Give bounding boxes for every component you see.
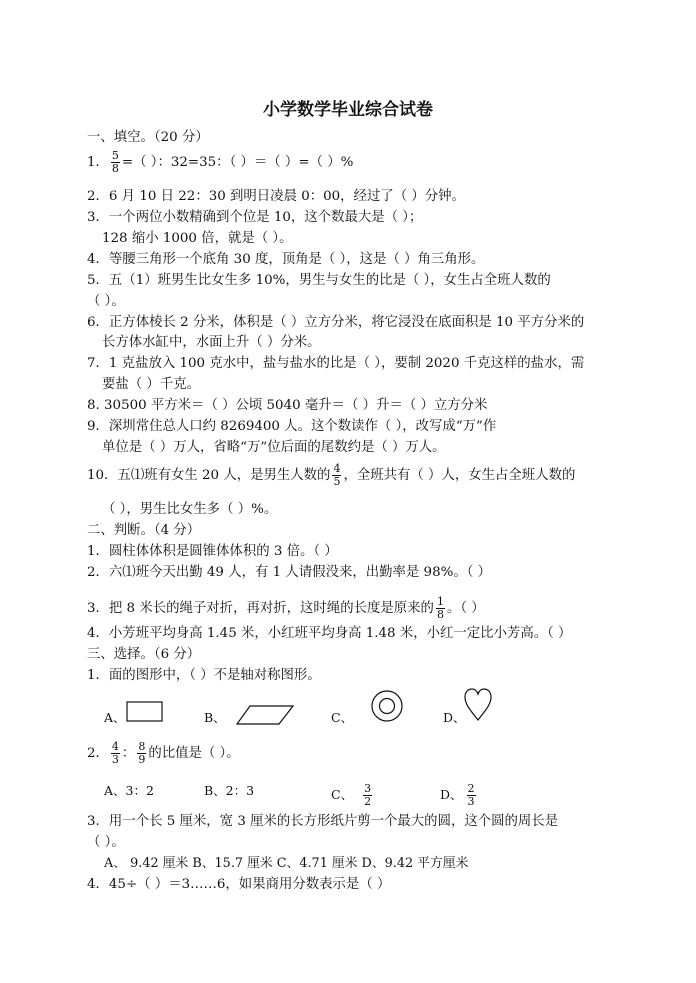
fraction-denominator: 5 [333,475,341,488]
section-heading-choice: 三、选择。（6 分） [87,647,201,662]
question-number: 1． [87,155,109,170]
fraction [111,150,120,175]
heart-icon [464,688,492,722]
option-label: C、 [331,787,354,802]
question-1-2: 2．6 月 10 日 22：30 到明日凌晨 0：00，经过了（ ）分钟。 [87,189,465,204]
question-number: 2． [87,746,109,761]
question-1-8: 8. 30500 平方米＝（ ）公顷 5040 毫升＝（ ）升＝（ ）立方分米 [87,398,488,413]
question-3-2 [87,741,240,766]
fraction-denominator: 3 [467,795,475,808]
question-3-3-options: A、 9.42 厘米 B、15.7 厘米 C、4.71 厘米 D、9.42 平方厘米 [104,856,469,871]
fraction [137,741,146,766]
question-text: =（ ）：32=35：（ ）＝（ ）=（ ）% [121,155,354,170]
fraction-denominator: 8 [436,608,444,621]
fraction-numerator: 5 [111,149,119,162]
question-text: 。（ ） [446,601,485,616]
section-heading-fill-blank: 一、填空。（20 分） [87,130,209,145]
question-1-5b: （ ）。 [87,294,125,309]
parallelogram-icon [236,705,294,725]
ratio-separator: ： [121,746,136,761]
question-1-5a: 5．五（1）班男生比女生多 10%，男生与女生的比是（ ），女生占全班人数的 [87,273,551,288]
question-3-1: 1．面的图形中，（ ）不是轴对称图形。 [87,668,321,683]
question-3-3a: 3．用一个长 5 厘米，宽 3 厘米的长方形纸片剪一个最大的圆，这个圆的周长是 [87,814,559,829]
question-text: 10．五⑴班有女生 20 人，是男生人数的 [87,468,331,483]
question-text: 3．把 8 米长的绳子对折，再对折，这时绳的长度是原来的 [87,601,434,616]
fraction-denominator: 3 [111,753,119,766]
fraction-denominator: 8 [111,162,119,175]
question-1-10b: （ ），男生比女生多（ ）%。 [102,502,278,517]
concentric-circles-icon [370,689,404,723]
option-b-label: B、 [204,710,226,725]
fraction-numerator: 3 [364,782,372,795]
fraction-numerator: 1 [436,595,444,608]
fraction [111,741,120,766]
question-1-6a: 6．正方体棱长 2 分米，体积是（ ）立方分米，将它浸没在底面积是 10 平方分米的 [87,315,585,330]
option-b: B、2：3 [204,783,255,798]
question-1-9a: 9．深圳常住总人口约 8269400 人。这个数读作（ ），改写成“万”作 [87,419,497,434]
option-a-label: A、 [104,710,126,725]
question-2-2: 2．六⑴班今天出勤 49 人，有 1 人请假没来，出勤率是 98%。（ ） [87,565,492,580]
question-text: ，全班共有（ ）人，女生占全班人数的 [343,468,576,483]
question-3-4: 4．45÷（ ）＝3……6，如果商用分数表示是（ ） [87,877,391,892]
fraction [332,463,341,488]
option-d [440,783,478,808]
question-2-4: 4．小芳班平均身高 1.45 米，小红班平均身高 1.48 米，小红一定比小芳高。（ ） [87,626,572,641]
question-1-7b: 要盐（ ）千克。 [102,377,200,392]
fraction-denominator: 2 [364,795,372,808]
option-c [331,783,374,808]
fraction-numerator: 8 [138,740,146,753]
section-heading-true-false: 二、判断。（4 分） [87,523,201,538]
question-text: 的比值是（ ）。 [148,746,240,761]
question-2-1: 1．圆柱体体积是圆锥体体积的 3 倍。（ ） [87,544,338,559]
question-1-1 [87,150,353,175]
fraction [363,783,372,808]
fraction [467,783,476,808]
rectangle-icon [126,701,164,723]
question-2-3 [87,596,485,621]
fraction-numerator: 4 [333,462,341,475]
question-1-3b: 128 缩小 1000 倍，就是（ ）。 [102,231,293,246]
question-1-9b: 单位是（ ）万人，省略“万”位后面的尾数约是（ ）万人。 [102,440,446,455]
option-d-label: D、 [443,710,466,725]
question-1-7a: 7．1 克盐放入 100 克水中，盐与盐水的比是（ ），要制 2020 千克这样的盐水，需 [87,356,585,371]
question-1-3a: 3．一个两位小数精确到个位是 10，这个数最大是（ ）； [87,210,423,225]
fraction-numerator: 4 [111,740,119,753]
option-c-label: C、 [331,710,354,725]
question-1-10a [87,463,575,488]
question-3-3b: （ ）。 [87,835,125,850]
page-title: 小学数学毕业综合试卷 [263,100,433,120]
question-1-6b: 长方体水缸中，水面上升（ ）分米。 [102,335,321,350]
fraction-numerator: 2 [467,782,475,795]
question-1-4: 4．等腰三角形一个底角 30 度，顶角是（ ），这是（ ）角三角形。 [87,252,485,267]
fraction-denominator: 9 [138,753,146,766]
fraction [436,596,445,621]
option-a: A、3：2 [104,783,154,798]
option-label: D、 [440,787,463,802]
